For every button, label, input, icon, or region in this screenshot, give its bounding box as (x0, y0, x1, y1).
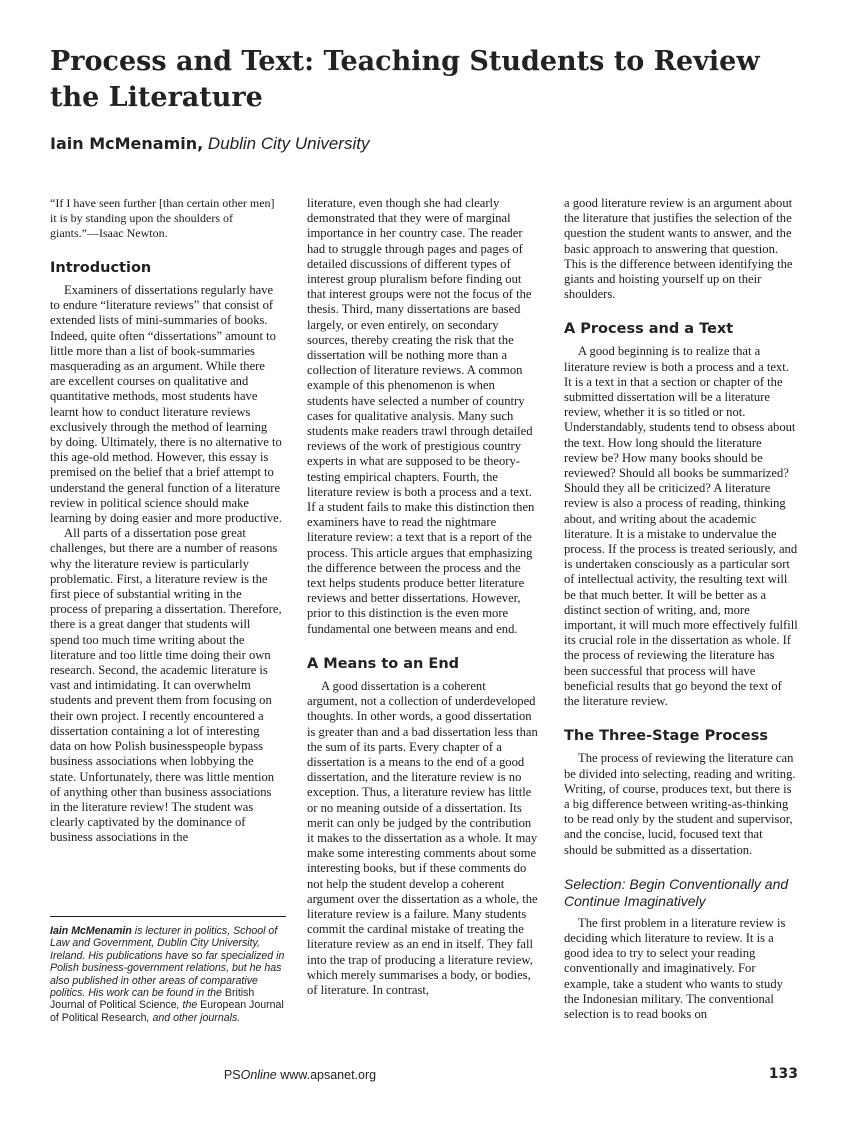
three-stage-paragraph-1: The process of reviewing the literature can be divided into selecting, reading and writing. Writing, of course, produces text, but there is a big difference between writing-as-thinking to be read only by the student and supervisor, and the concise, lucid, focused text that should be submitted as a dissertation. (564, 751, 796, 857)
section-heading-process-and-text: A Process and a Text (564, 321, 734, 338)
author-affiliation: Dublin City University (207, 134, 370, 153)
footnote-text-2: , the (176, 999, 201, 1012)
introduction-paragraph-1: Examiners of dissertations regularly have to endure “literature reviews” that consist of extended lists of mini-summaries of books. Indeed, quite often “dissertations” amount to little more than a list of book-summaries masquerading as an argument. While there are excellent courses on qualitative and quantitative methods, most students have learnt how to conduct literature reviews exclusively through the method of learning by doing. Ultimately, there is no alternative to this age-old method. However, this essay is premised on the belief that a brief attempt to understand the general function of a literature review in political science should make learning by doing easier and more productive. (50, 283, 282, 526)
section-heading-three-stage-process: The Three-Stage Process (564, 728, 768, 745)
footnote-author: Iain McMenamin (50, 925, 132, 937)
column-1 (50, 196, 282, 846)
footer-website: www.apsanet.org (276, 1068, 377, 1082)
epigraph: “If I have seen further [than certain other men] it is by standing upon the shoulders of giants.”—Isaac Newton. (50, 196, 275, 240)
selection-paragraph-1: The first problem in a literature review is deciding which literature to review. It is a good idea to try to select your reading conventionally and imaginatively. For example, take a student who wants to study the Indonesian military. The conventional selection is to read books on (564, 915, 786, 1021)
page-number: 133 (768, 1066, 798, 1082)
section-heading-means-to-an-end: A Means to an End (307, 655, 460, 672)
byline (50, 134, 369, 154)
author-footnote (50, 916, 286, 1024)
subsection-heading-selection: Selection: Begin Conventionally and Continue Imaginatively (564, 875, 789, 909)
introduction-paragraph-2-continued: literature, even though she had clearly demonstrated that they were of marginal importance in her country case. The reader had to struggle through pages and pages of detailed discussions of different types of interest group pluralism before finding out that interest groups were not the focus of the thesis. Third, many dissertations are based largely, or even entirely, on secondary sources, thereby creating the risk that the dissertation will be nothing more than a collection of literature reviews. A common example of this phenomenon is when students have selected a number of country cases for qualitative analysis. Many such students make readers trawl through detailed reviews of the work of prestigious country experts in what are supposed to be theory-testing empirical chapters. Fourth, the literature review is both a process and a text. If a student fails to make this distinction then examiners have to read the nightmare literature review: a text that is a report of the process. This article argues that emphasizing the difference between the process and the text helps students produce better literature reviews and better dissertations. However, prior to this distinction is the even more fundamental one between means and end. (307, 196, 535, 636)
footnote-text-3: , and other journals. (146, 1011, 241, 1024)
column-3 (564, 196, 798, 1022)
section-heading-introduction: Introduction (50, 260, 152, 276)
process-text-paragraph-1: A good beginning is to realize that a literature review is both a process and a text. It is a text in that a section or chapter of the submitted dissertation will be a literature review, whether it is so titled or not. Understandably, students tend to obsess about the text. How long should the literature review be? How many books should be reviewed? Should all books be summarized? Should they all be criticized? A literature review is also a process of reading, thinking about, and writing about the academic literature. It is a mistake to undervalue the process. If the process is treated seriously, and is undertaken consciously as a particular sort of intellectual activity, the resulting text will be that much better. It will be better as a distinct section of writing, and, more important, it will much more effectively fulfill its crucial role in the dissertation as whole. If the process of reviewing the literature has been successful that process will have beneficial results that go beyond the text of the literature review. (564, 344, 798, 709)
footer-ps: PS (223, 1068, 241, 1082)
means-end-paragraph-1: A good dissertation is a coherent argument, not a collection of underdeveloped thoughts. In other words, a good dissertation is greater than and a bad dissertation less than the sum of its parts. Every chapter of a dissertation is a means to the end of a good dissertation, and the literature review is no exception. Thus, a literature review has little or no meaning outside of a dissertation. Its merit can only be judged by the contribution it makes to the dissertation as a whole. It may make some interesting comments about some interesting books, but if these comments do not help the student develop a coherent argument over the dissertation as a whole, the literature review is a failure. Many students commit the cardinal mistake of treating the literature review as an end in itself. They fall into the trap of producing a literature review, which merely summarises a body, or bodies, of literature. In contrast, (307, 678, 538, 997)
footer-online: Online (240, 1068, 277, 1082)
introduction-paragraph-2: All parts of a dissertation pose great challenges, but there are a number of reasons why the literature review is particularly problematic. First, a literature review is the first piece of substantial writing in the process of preparing a dissertation. Therefore, there is a great danger that students will spend too much time writing about the literature and too little time doing their own research. Second, the academic literature is vast and intimidating. It can overwhelm students and prevent them from focusing on their own project. I recently encountered a dissertation containing a lot of interesting data on how Polish businesspeople bypass business associations when lobbying the state. Unfortunately, there was little mention of anything other than business associations in the literature review! The student was clearly captivated by the dominance of business associations in the (50, 526, 282, 845)
article-title: Process and Text: Teaching Students to Review the Literature (50, 46, 760, 113)
footnote-journal-2: European Journal of Political Research (50, 999, 284, 1024)
author-name: Iain McMenamin, (50, 134, 204, 153)
means-end-paragraph-1-continued: a good literature review is an argument about the literature that justifies the selection of the question the student wants to answer, and the basic approach to answering that question. This is the difference between identifying the giants and hoisting yourself up on their shoulders. (564, 196, 793, 302)
column-2 (307, 196, 539, 998)
footer-publication (0, 1068, 600, 1082)
footnote-text-1: is lecturer in politics, School of Law and Government, Dublin City University, Ireland. His publications have so far specialized in Polish business-government relations, but he has also published in other areas of comparative politics. His work can be found in the (50, 925, 285, 1000)
footnote-journal-1: British Journal of Political Science (50, 987, 255, 1012)
